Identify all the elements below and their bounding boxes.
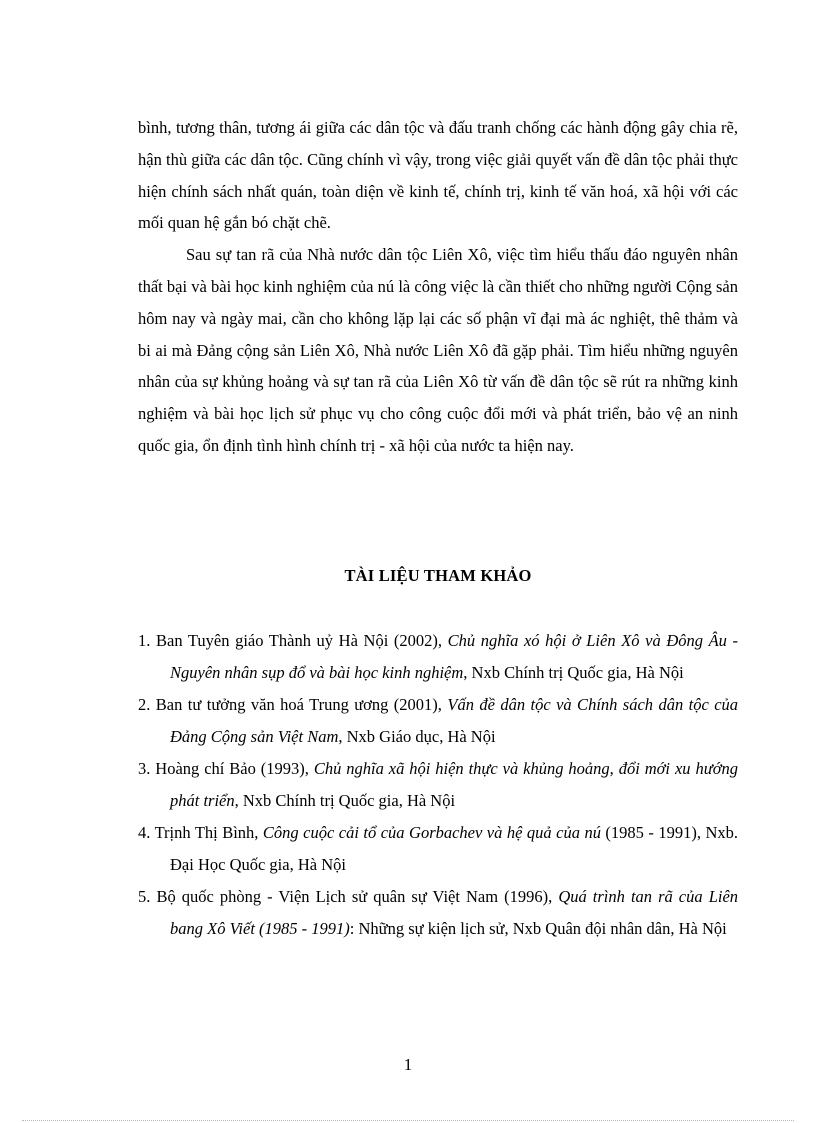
references-title: TÀI LIỆU THAM KHẢO bbox=[344, 566, 532, 585]
reference-number: 1. bbox=[138, 631, 151, 650]
reference-item-2 bbox=[138, 689, 738, 752]
reference-title: Vấn đề dân tộc và Chính sách dân tộc của Đảng Cộng sản Việt Nam bbox=[170, 695, 739, 746]
page-number: 1 bbox=[403, 1055, 413, 1074]
reference-author: Ban Tuyên giáo Thành uỷ Hà Nội (2002), bbox=[156, 631, 443, 650]
reference-publisher: , Nxb Chính trị Quốc gia, Hà Nội bbox=[463, 662, 684, 682]
page-bottom-divider bbox=[22, 1120, 794, 1121]
references-list bbox=[138, 625, 738, 945]
reference-number: 2. bbox=[138, 695, 151, 714]
paragraph-2: Sau sự tan rã của Nhà nước dân tộc Liên Xô, việc tìm hiểu thấu đáo nguyên nhân thất bại và bài học kinh nghiệm của nú là công việc là cần thiết cho những người Cộng sản hôm nay và ngày mai, cần cho không lặp lại các số phận vĩ đại mà ác nghiệt, thê thảm và bi ai mà Đảng cộng sản Liên Xô, Nhà nước Liên Xô đã gặp phải. Tìm hiểu những nguyên nhân của sự khủng hoảng và sự tan rã của Liên Xô từ vấn đề dân tộc sẽ rút ra những kinh nghiệm và bài học lịch sử phục vụ cho công cuộc đổi mới và phát triển, bảo vệ an ninh quốc gia, ổn định tình hình chính trị - xã hội của nước ta hiện nay. bbox=[138, 245, 738, 455]
reference-author: Ban tư tưởng văn hoá Trung ương (2001), bbox=[155, 695, 442, 714]
reference-item-5 bbox=[138, 881, 738, 944]
reference-author: Trịnh Thị Bình, bbox=[154, 823, 259, 842]
reference-title: Công cuộc cải tổ của Gorbachev và hệ quả của nú bbox=[262, 823, 601, 842]
reference-author: Bộ quốc phòng - Viện Lịch sử quân sự Việt Nam (1996), bbox=[156, 887, 553, 906]
reference-number: 3. bbox=[138, 759, 151, 778]
reference-publisher: (1985 - 1991), Nxb. Đại Học Quốc gia, Hà Nội bbox=[170, 823, 739, 874]
reference-title: Chủ nghĩa xã hội hiện thực và khủng hoảng, đổi mới xu hướng phát triển bbox=[170, 759, 738, 810]
reference-publisher: : Những sự kiện lịch sử, Nxb Quân đội nhân dân, Hà Nội bbox=[349, 918, 727, 938]
reference-publisher: , Nxb Giáo dục, Hà Nội bbox=[338, 726, 496, 746]
paragraph-1: bình, tương thân, tương ái giữa các dân tộc và đấu tranh chống các hành động gây chia rẽ, hận thù giữa các dân tộc. Cũng chính vì vậy, trong việc giải quyết vấn đề dân tộc phải thực hiện chính sách nhất quán, toàn diện về kinh tế, chính trị, kinh tế văn hoá, xã hội với các mối quan hệ gắn bó chặt chẽ. bbox=[138, 118, 738, 233]
reference-publisher: , Nxb Chính trị Quốc gia, Hà Nội bbox=[234, 790, 456, 810]
reference-title: Quá trình tan rã của Liên bang Xô Viết (1985 - 1991) bbox=[170, 887, 739, 938]
body-text bbox=[138, 112, 738, 462]
reference-item-4 bbox=[138, 817, 738, 880]
reference-number: 4. bbox=[138, 823, 151, 842]
reference-number: 5. bbox=[138, 887, 151, 906]
reference-author: Hoàng chí Bảo (1993), bbox=[155, 759, 309, 778]
reference-item-1 bbox=[138, 625, 738, 688]
reference-item-3 bbox=[138, 753, 738, 816]
reference-title: Chủ nghĩa xó hội ở Liên Xô và Đông Âu - Nguyên nhân sụp đổ và bài học kinh nghiệm bbox=[170, 631, 739, 682]
